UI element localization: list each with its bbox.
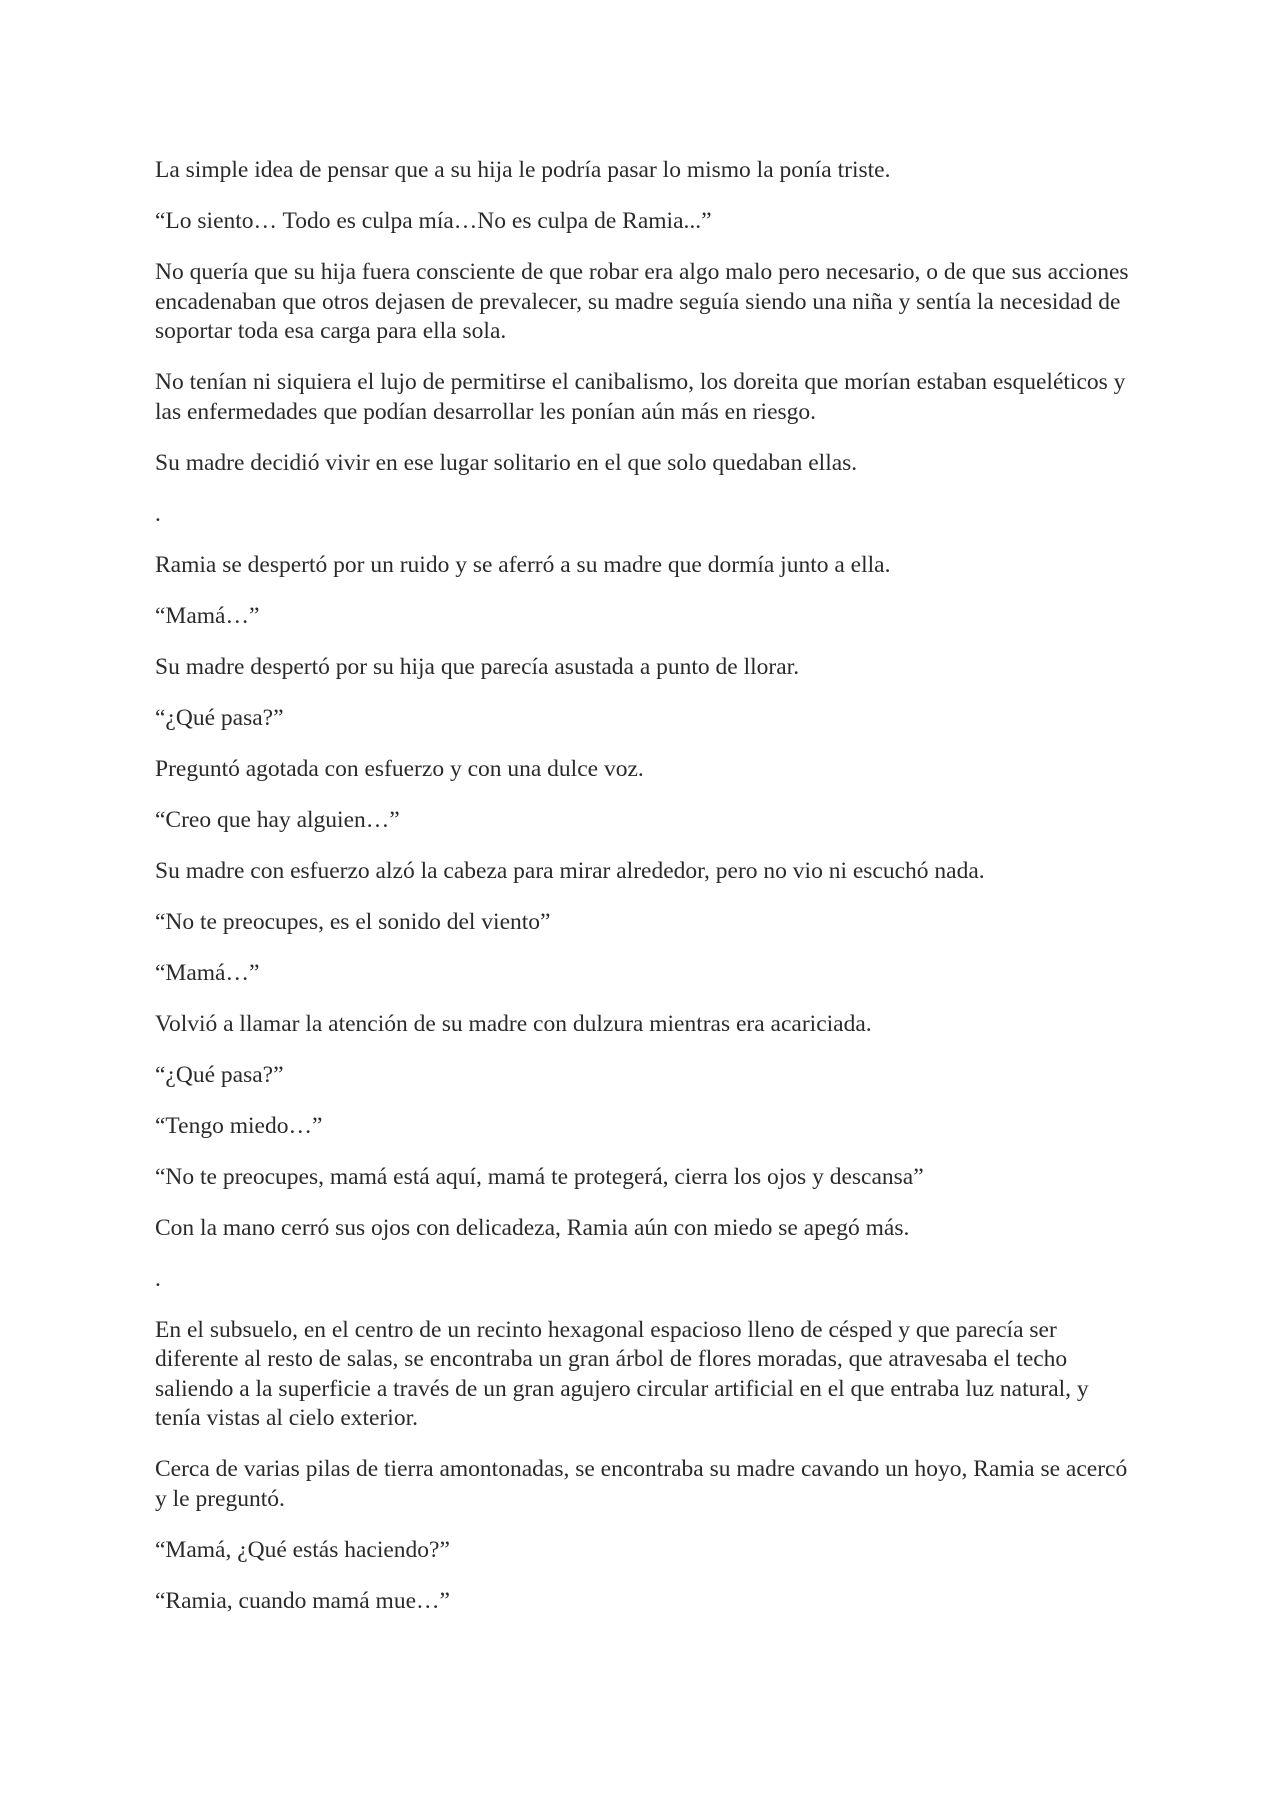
paragraph: Su madre despertó por su hija que parecía asustada a punto de llorar.: [155, 653, 800, 680]
paragraph: En el subsuelo, en el centro de un recinto hexagonal espacioso lleno de césped y que parecía ser diferente al resto de salas, se encontraba un gran árbol de flores moradas, que atravesaba el techo saliendo a la superficie a través de un gran agujero circular artificial en el que entraba luz natural, y tenía vistas al cielo exterior.: [155, 1316, 1089, 1431]
paragraph: Preguntó agotada con esfuerzo y con una dulce voz.: [155, 755, 644, 782]
dialogue-line: “¿Qué pasa?”: [155, 704, 284, 731]
paragraph: Su madre decidió vivir en ese lugar solitario en el que solo quedaban ellas.: [155, 449, 858, 476]
paragraph: No tenían ni siquiera el lujo de permitirse el canibalismo, los doreita que morían estaban esqueléticos y las enfermedades que podían desarrollar les ponían aún más en riesgo.: [155, 369, 1126, 425]
dialogue-line: “Mamá…”: [155, 959, 260, 986]
dialogue-line: “Mamá…”: [155, 602, 260, 629]
paragraph: No quería que su hija fuera consciente de que robar era algo malo pero necesario, o de que sus acciones encadenaban que otros dejasen de prevalecer, su madre seguía siendo una niña y sentía la necesidad de soportar toda esa carga para ella sola.: [155, 259, 1129, 344]
dialogue-line: “Ramia, cuando mamá mue…”: [155, 1587, 450, 1614]
paragraph: Con la mano cerró sus ojos con delicadeza, Ramia aún con miedo se apegó más.: [155, 1214, 910, 1241]
paragraph: Ramia se despertó por un ruido y se aferró a su madre que dormía junto a ella.: [155, 551, 891, 578]
paragraph: “Lo siento… Todo es culpa mía…No es culpa de Ramia...”: [155, 208, 712, 234]
dialogue-line: “No te preocupes, es el sonido del viento”: [155, 908, 551, 935]
document-body: [155, 156, 1130, 1638]
dialogue-line: “¿Qué pasa?”: [155, 1061, 284, 1088]
paragraph: La simple idea de pensar que a su hija le podría pasar lo mismo la ponía triste.: [155, 157, 891, 183]
paragraph: Cerca de varias pilas de tierra amontonadas, se encontraba su madre cavando un hoyo, Ramia se acercó y le preguntó.: [155, 1456, 1128, 1512]
dialogue-line: “Creo que hay alguien…”: [155, 806, 400, 833]
dialogue-line: “Mamá, ¿Qué estás haciendo?”: [155, 1536, 450, 1563]
dialogue-line: “No te preocupes, mamá está aquí, mamá te protegerá, cierra los ojos y descansa”: [155, 1163, 924, 1190]
paragraph: Volvió a llamar la atención de su madre con dulzura mientras era acariciada.: [155, 1010, 872, 1037]
scene-separator: .: [155, 1265, 161, 1292]
paragraph: Su madre con esfuerzo alzó la cabeza para mirar alrededor, pero no vio ni escuchó nada.: [155, 857, 985, 884]
dialogue-line: “Tengo miedo…”: [155, 1112, 323, 1139]
scene-separator: .: [155, 500, 161, 527]
